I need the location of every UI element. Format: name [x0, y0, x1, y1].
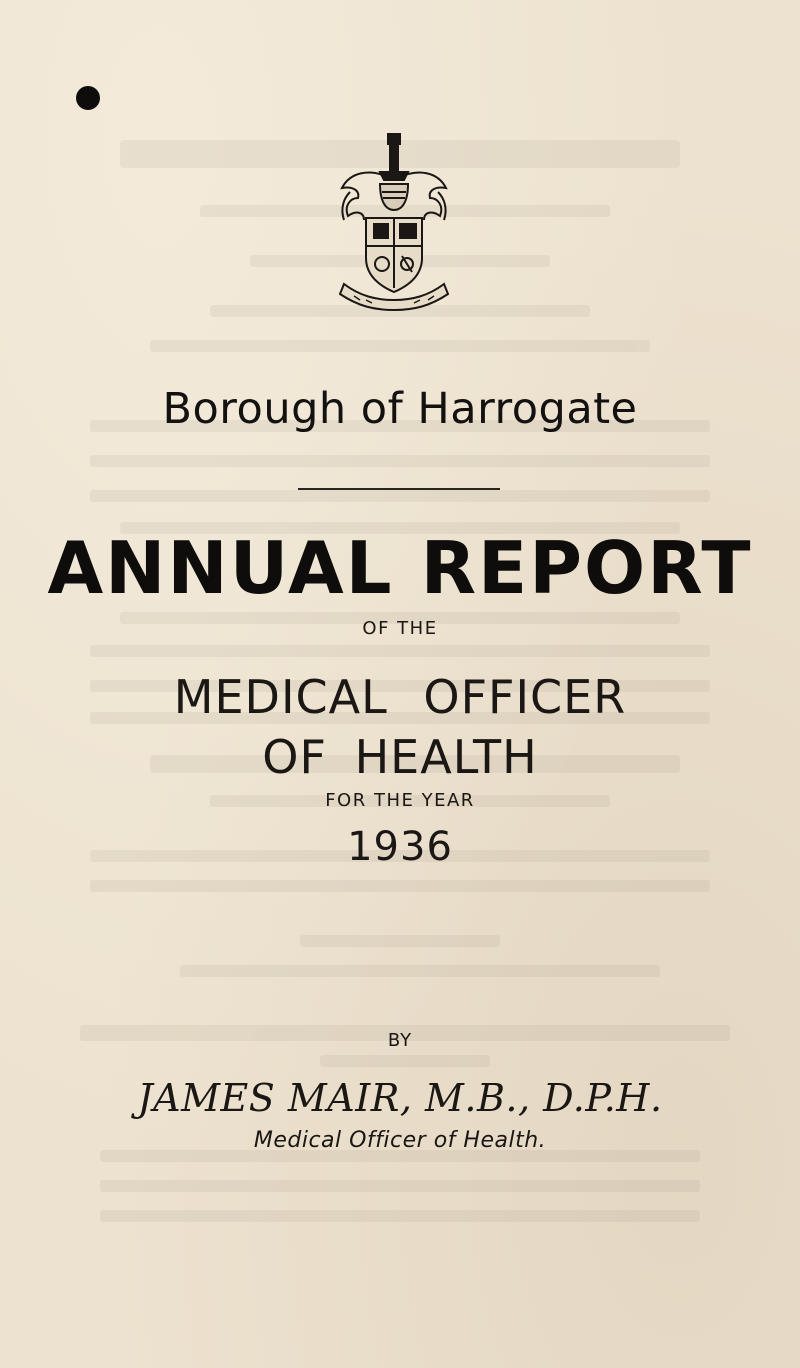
report-main-title: ANNUAL REPORT [47, 526, 753, 610]
for-the-year-label: FOR THE YEAR [325, 790, 475, 811]
of-the-label: OF THE [362, 618, 438, 639]
author-name: JAMES MAIR, M.B., D.P.H. [137, 1076, 663, 1120]
borough-name: Borough of Harrogate [162, 384, 638, 434]
report-year: 1936 [347, 824, 453, 870]
title-divider [298, 488, 500, 490]
punch-hole-mark [76, 86, 100, 110]
by-label: BY [387, 1030, 413, 1051]
author-title: Medical Officer of Health. [253, 1128, 547, 1153]
officer-title-line-2: OF HEALTH [262, 730, 538, 784]
borough-coat-of-arms-icon [330, 128, 458, 318]
officer-title-line-1: MEDICAL OFFICER [173, 670, 627, 724]
